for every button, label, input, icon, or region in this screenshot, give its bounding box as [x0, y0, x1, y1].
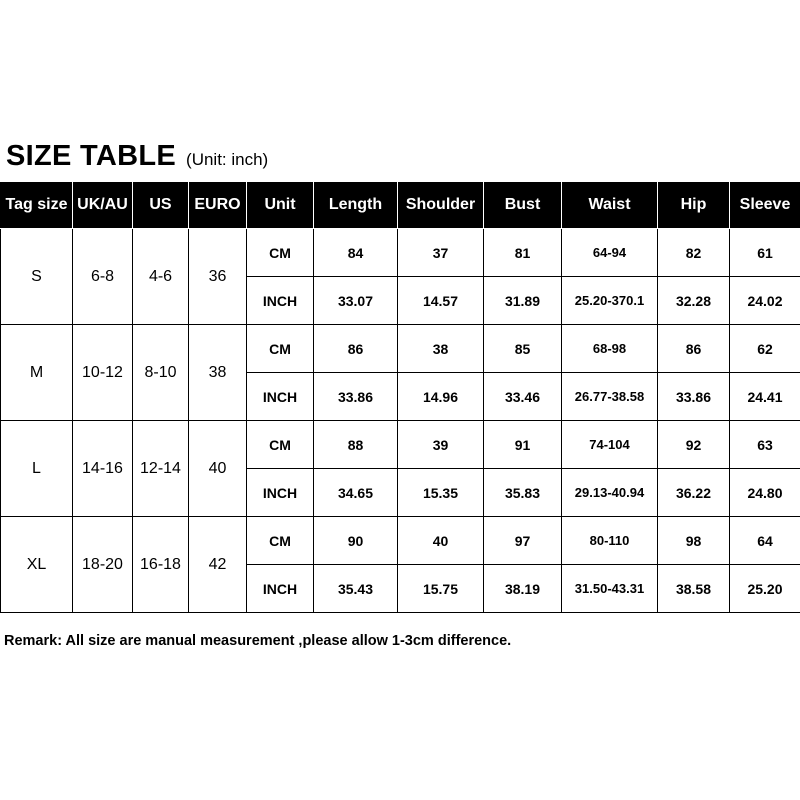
size-table — [0, 181, 800, 613]
tag-size-cell: S — [1, 229, 73, 325]
shoulder-cell: 15.75 — [398, 565, 484, 613]
table-row — [1, 229, 800, 277]
sleeve-cell: 63 — [730, 421, 800, 469]
sleeve-cell: 24.41 — [730, 373, 800, 421]
tag-size-cell: L — [1, 421, 73, 517]
hip-cell: 86 — [658, 325, 730, 373]
length-cell: 90 — [314, 517, 398, 565]
table-row — [1, 325, 800, 373]
sleeve-cell: 25.20 — [730, 565, 800, 613]
header-sleeve: Sleeve — [730, 182, 800, 229]
bust-cell: 35.83 — [484, 469, 562, 517]
length-cell: 35.43 — [314, 565, 398, 613]
uk-au-cell: 18-20 — [73, 517, 133, 613]
sleeve-cell: 24.80 — [730, 469, 800, 517]
uk-au-cell: 10-12 — [73, 325, 133, 421]
sleeve-cell: 61 — [730, 229, 800, 277]
header-euro: EURO — [189, 182, 247, 229]
sleeve-cell: 64 — [730, 517, 800, 565]
unit-cell: CM — [247, 325, 314, 373]
uk-au-cell: 14-16 — [73, 421, 133, 517]
unit-cell: CM — [247, 229, 314, 277]
hip-cell: 32.28 — [658, 277, 730, 325]
uk-au-cell: 6-8 — [73, 229, 133, 325]
header-waist: Waist — [562, 182, 658, 229]
hip-cell: 33.86 — [658, 373, 730, 421]
bust-cell: 81 — [484, 229, 562, 277]
header-unit: Unit — [247, 182, 314, 229]
shoulder-cell: 39 — [398, 421, 484, 469]
length-cell: 33.07 — [314, 277, 398, 325]
sleeve-cell: 24.02 — [730, 277, 800, 325]
hip-cell: 98 — [658, 517, 730, 565]
header-shoulder: Shoulder — [398, 182, 484, 229]
us-cell: 16-18 — [133, 517, 189, 613]
hip-cell: 82 — [658, 229, 730, 277]
header-row — [1, 182, 800, 229]
unit-cell: INCH — [247, 373, 314, 421]
bust-cell: 31.89 — [484, 277, 562, 325]
unit-cell: INCH — [247, 469, 314, 517]
unit-cell: CM — [247, 421, 314, 469]
hip-cell: 38.58 — [658, 565, 730, 613]
bust-cell: 91 — [484, 421, 562, 469]
shoulder-cell: 14.57 — [398, 277, 484, 325]
waist-cell: 25.20-370.1 — [562, 277, 658, 325]
tag-size-cell: XL — [1, 517, 73, 613]
shoulder-cell: 38 — [398, 325, 484, 373]
waist-cell: 68-98 — [562, 325, 658, 373]
shoulder-cell: 15.35 — [398, 469, 484, 517]
unit-cell: INCH — [247, 565, 314, 613]
shoulder-cell: 14.96 — [398, 373, 484, 421]
header-hip: Hip — [658, 182, 730, 229]
us-cell: 8-10 — [133, 325, 189, 421]
title-main: SIZE TABLE — [6, 140, 177, 172]
waist-cell: 74-104 — [562, 421, 658, 469]
bust-cell: 85 — [484, 325, 562, 373]
table-row — [1, 517, 800, 565]
hip-cell: 92 — [658, 421, 730, 469]
header-bust: Bust — [484, 182, 562, 229]
bust-cell: 38.19 — [484, 565, 562, 613]
waist-cell: 64-94 — [562, 229, 658, 277]
waist-cell: 29.13-40.94 — [562, 469, 658, 517]
header-us: US — [133, 182, 189, 229]
euro-cell: 36 — [189, 229, 247, 325]
remark-text: Remark: All size are manual measurement ,please allow 1-3cm difference. — [4, 633, 512, 649]
bust-cell: 97 — [484, 517, 562, 565]
us-cell: 4-6 — [133, 229, 189, 325]
waist-cell: 80-110 — [562, 517, 658, 565]
sleeve-cell: 62 — [730, 325, 800, 373]
hip-cell: 36.22 — [658, 469, 730, 517]
unit-cell: INCH — [247, 277, 314, 325]
header-tag-size: Tag size — [1, 182, 73, 229]
unit-cell: CM — [247, 517, 314, 565]
header-length: Length — [314, 182, 398, 229]
euro-cell: 38 — [189, 325, 247, 421]
header-uk-au: UK/AU — [73, 182, 133, 229]
title-unit: (Unit: inch) — [186, 150, 269, 169]
us-cell: 12-14 — [133, 421, 189, 517]
waist-cell: 26.77-38.58 — [562, 373, 658, 421]
page-title — [6, 140, 268, 176]
euro-cell: 40 — [189, 421, 247, 517]
waist-cell: 31.50-43.31 — [562, 565, 658, 613]
table-row — [1, 421, 800, 469]
length-cell: 34.65 — [314, 469, 398, 517]
shoulder-cell: 37 — [398, 229, 484, 277]
bust-cell: 33.46 — [484, 373, 562, 421]
length-cell: 33.86 — [314, 373, 398, 421]
length-cell: 86 — [314, 325, 398, 373]
length-cell: 88 — [314, 421, 398, 469]
tag-size-cell: M — [1, 325, 73, 421]
length-cell: 84 — [314, 229, 398, 277]
euro-cell: 42 — [189, 517, 247, 613]
shoulder-cell: 40 — [398, 517, 484, 565]
